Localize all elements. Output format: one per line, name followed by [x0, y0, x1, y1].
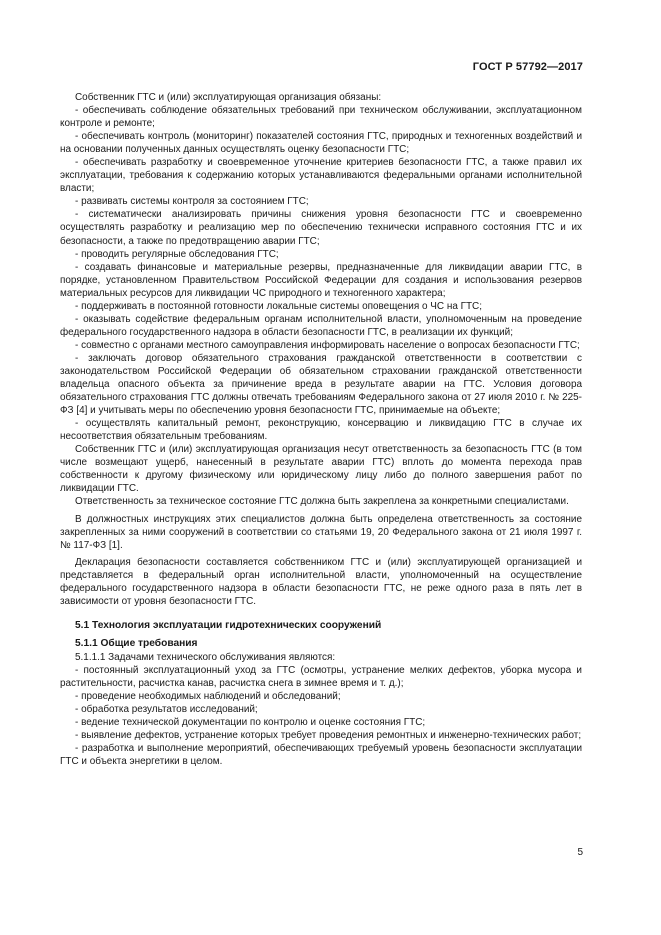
paragraph: Собственник ГТС и (или) эксплуатирующая организация обязаны: [75, 92, 382, 103]
paragraph: - обеспечивать разработку и своевременное уточнение критериев безопасности ГТС, а также правил их эксплуатации, требования к содержанию которых устанавливаются федеральными органами исполнительной власти; [60, 157, 582, 195]
paragraph: - постоянный эксплуатационный уход за ГТС (осмотры, устранение мелких дефектов, уборка мусора и растительности, расчистка канав, расчистка снега в зимнее время и т. д.); [60, 664, 582, 689]
page-number: 5 [577, 847, 583, 858]
paragraph: - обеспечивать соблюдение обязательных требований при техническом обслуживании, эксплуатационном контроле и ремонте; [60, 105, 582, 130]
owner-obligations-block [60, 91, 582, 509]
paragraph: - осуществлять капитальный ремонт, реконструкцию, консервацию и ликвидацию ГТС в случае их несоответствия обязательным требованиям. [60, 418, 582, 443]
paragraph: - совместно с органами местного самоуправления информировать население о вопросах безопасности ГТС; [75, 339, 580, 351]
maintenance-tasks-block [60, 651, 582, 768]
paragraph: 5.1.1.1 Задачами технического обслуживания являются: [75, 651, 336, 663]
section-heading: 5.1 Технология эксплуатации гидротехнических сооружений [75, 619, 382, 631]
document-body [60, 91, 582, 768]
paragraph: - проведение необходимых наблюдений и обследований; [75, 690, 341, 702]
paragraph: Декларация безопасности составляется собственником ГТС и (или) эксплуатирующей организацией и представляется в федеральный орган исполнительной власти, уполномоченный на осуществление федерального государственного надзора в области безопасности ГТС, не реже одного раза в пять лет в зависимости от уровня безопасности ГТС. [60, 556, 582, 607]
paragraph: - обработка результатов исследований; [75, 704, 258, 716]
paragraph: - обеспечивать контроль (мониторинг) показателей состояния ГТС, природных и техногенных воздействий и на основании полученных данных осуществлять оценку безопасности ГТС; [60, 131, 582, 156]
paragraph: В должностных инструкциях этих специалистов должна быть определена ответственность за состояние закрепленных за ними сооружений в соответствии со статьями 19, 20 Федерального закона от 21 июля 1997 г. № 117-ФЗ [1]. [60, 513, 582, 551]
paragraph: - проводить регулярные обследования ГТС; [75, 248, 279, 260]
paragraph: Собственник ГТС и (или) эксплуатирующая организация несут ответственность за безопасность ГТС (в том числе возмещают ущерб, нанесенный в результате аварии ГТС) вплоть до момента перехода прав собственности к другому физическому или юридическому лицу либо до полного завершения работ по ликвидации ГТС. [60, 444, 582, 495]
paragraph: - развивать системы контроля за состоянием ГТС; [75, 196, 309, 208]
safety-declaration-block [60, 556, 582, 608]
paragraph: - ведение технической документации по контролю и оценке состояния ГТС; [75, 717, 426, 729]
job-instructions-block [60, 513, 582, 552]
paragraph: - заключать договор обязательного страхования гражданской ответственности в соответствии с законодательством Российской Федерации об обязательном страховании гражданской ответственности владельца опасного объекта за причинение вреда в результате аварии на ГТС. Условия договора обязательного страхования ГТС должны отвечать требованиям Федерального закона от 27 июля 2010 г. № 225-ФЗ [4] и учитывать меры по обеспечению уровня безопасности ГТС, принимаемые на объекте; [60, 352, 582, 417]
paragraph: - создавать финансовые и материальные резервы, предназначенные для ликвидации аварии ГТС, в порядке, установленном Правительством Российской Федерации для создания и использования резервов материальных ресурсов для ликвидации ЧС природного и техногенного характера; [60, 261, 582, 299]
paragraph: - систематически анализировать причины снижения уровня безопасности ГТС и своевременно осуществлять разработку и реализацию мер по обеспечению технически исправного состояния ГТС и их безопасности, а также по предотвращению аварии ГТС; [60, 209, 582, 247]
paragraph: Ответственность за техническое состояние ГТС должна быть закреплена за конкретными специалистами. [75, 496, 569, 508]
paragraph: - разработка и выполнение мероприятий, обеспечивающих требуемый уровень безопасности эксплуатации ГТС и объекта энергетики в целом. [60, 743, 582, 768]
subsection-heading: 5.1.1 Общие требования [75, 637, 198, 649]
paragraph: - выявление дефектов, устранение которых требует проведения ремонтных и инженерно-технических работ; [75, 730, 582, 742]
document-standard-id: ГОСТ Р 57792—2017 [472, 61, 583, 73]
paragraph: - оказывать содействие федеральным органам исполнительной власти, уполномоченным на проведение федерального государственного надзора в области безопасности ГТС, в реализации их функций; [60, 313, 582, 338]
paragraph: - поддерживать в постоянной готовности локальные системы оповещения о ЧС на ГТС; [75, 300, 482, 312]
